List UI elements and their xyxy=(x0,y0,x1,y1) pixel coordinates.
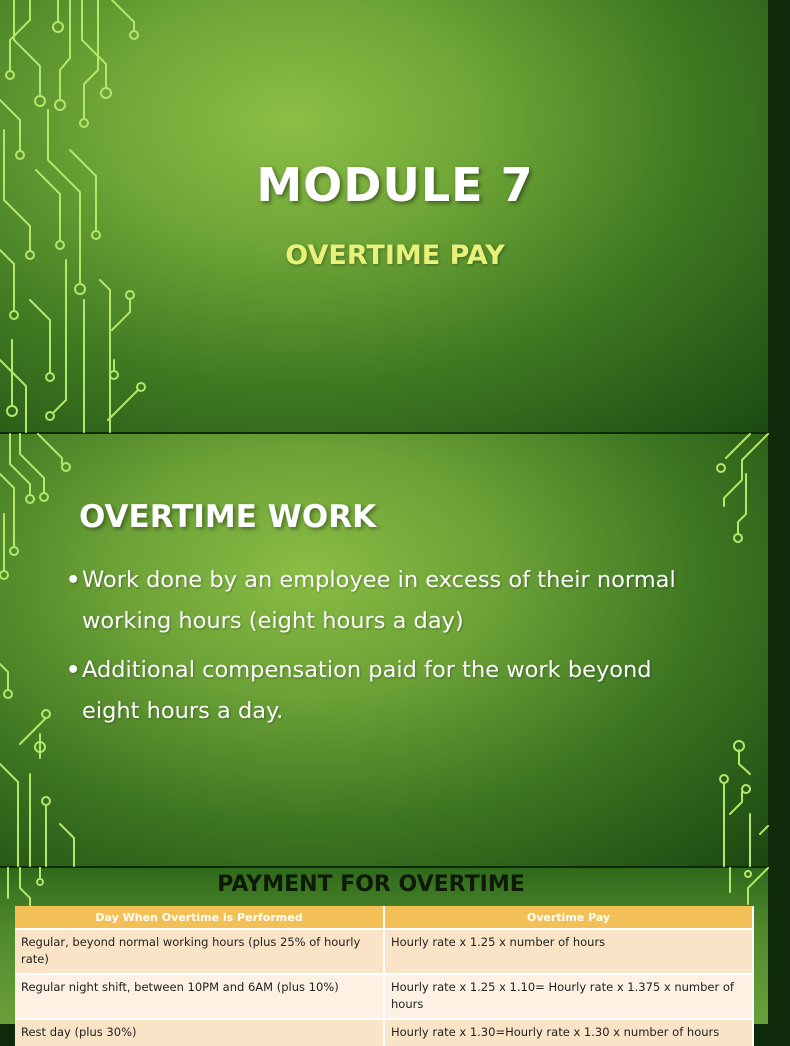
circuit-decoration-left xyxy=(0,0,150,432)
bullet-icon: • xyxy=(66,567,81,593)
table-row xyxy=(15,1019,753,1046)
overtime-pay-table xyxy=(15,906,754,1046)
column-header-pay: Overtime Pay xyxy=(384,906,753,929)
bullet-item xyxy=(66,650,706,732)
table-cell: Hourly rate x 1.25 x 1.10= Hourly rate x 1.375 x number of hours xyxy=(384,974,753,1019)
table-cell: Hourly rate x 1.30=Hourly rate x 1.30 x number of hours xyxy=(384,1019,753,1046)
table-cell: Hourly rate x 1.25 x number of hours xyxy=(384,929,753,974)
bullet-text: Additional compensation paid for the work beyond eight hours a day. xyxy=(82,657,652,724)
slide-overtime-work xyxy=(0,434,768,866)
slide-title-heading: MODULE 7 xyxy=(256,158,534,212)
table-cell: Regular night shift, between 10PM and 6AM (plus 10%) xyxy=(15,974,384,1019)
slide-subtitle: OVERTIME PAY xyxy=(285,240,505,271)
table-cell: Regular, beyond normal working hours (plus 25% of hourly rate) xyxy=(15,929,384,974)
slide-payment-for-overtime xyxy=(0,868,768,1039)
bullet-icon: • xyxy=(66,657,81,683)
slide-heading: OVERTIME WORK xyxy=(79,499,377,535)
table-row xyxy=(15,974,753,1019)
bullet-item xyxy=(66,560,706,642)
table-row xyxy=(15,929,753,974)
table-cell: Rest day (plus 30%) xyxy=(15,1019,384,1046)
bullet-list xyxy=(66,560,706,740)
bullet-text: Work done by an employee in excess of their normal working hours (eight hours a day) xyxy=(82,567,676,634)
slide-heading: PAYMENT FOR OVERTIME xyxy=(217,872,525,897)
column-header-day: Day When Overtime is Performed xyxy=(15,906,384,929)
slide-title xyxy=(0,0,768,432)
table-header-row xyxy=(15,906,753,929)
